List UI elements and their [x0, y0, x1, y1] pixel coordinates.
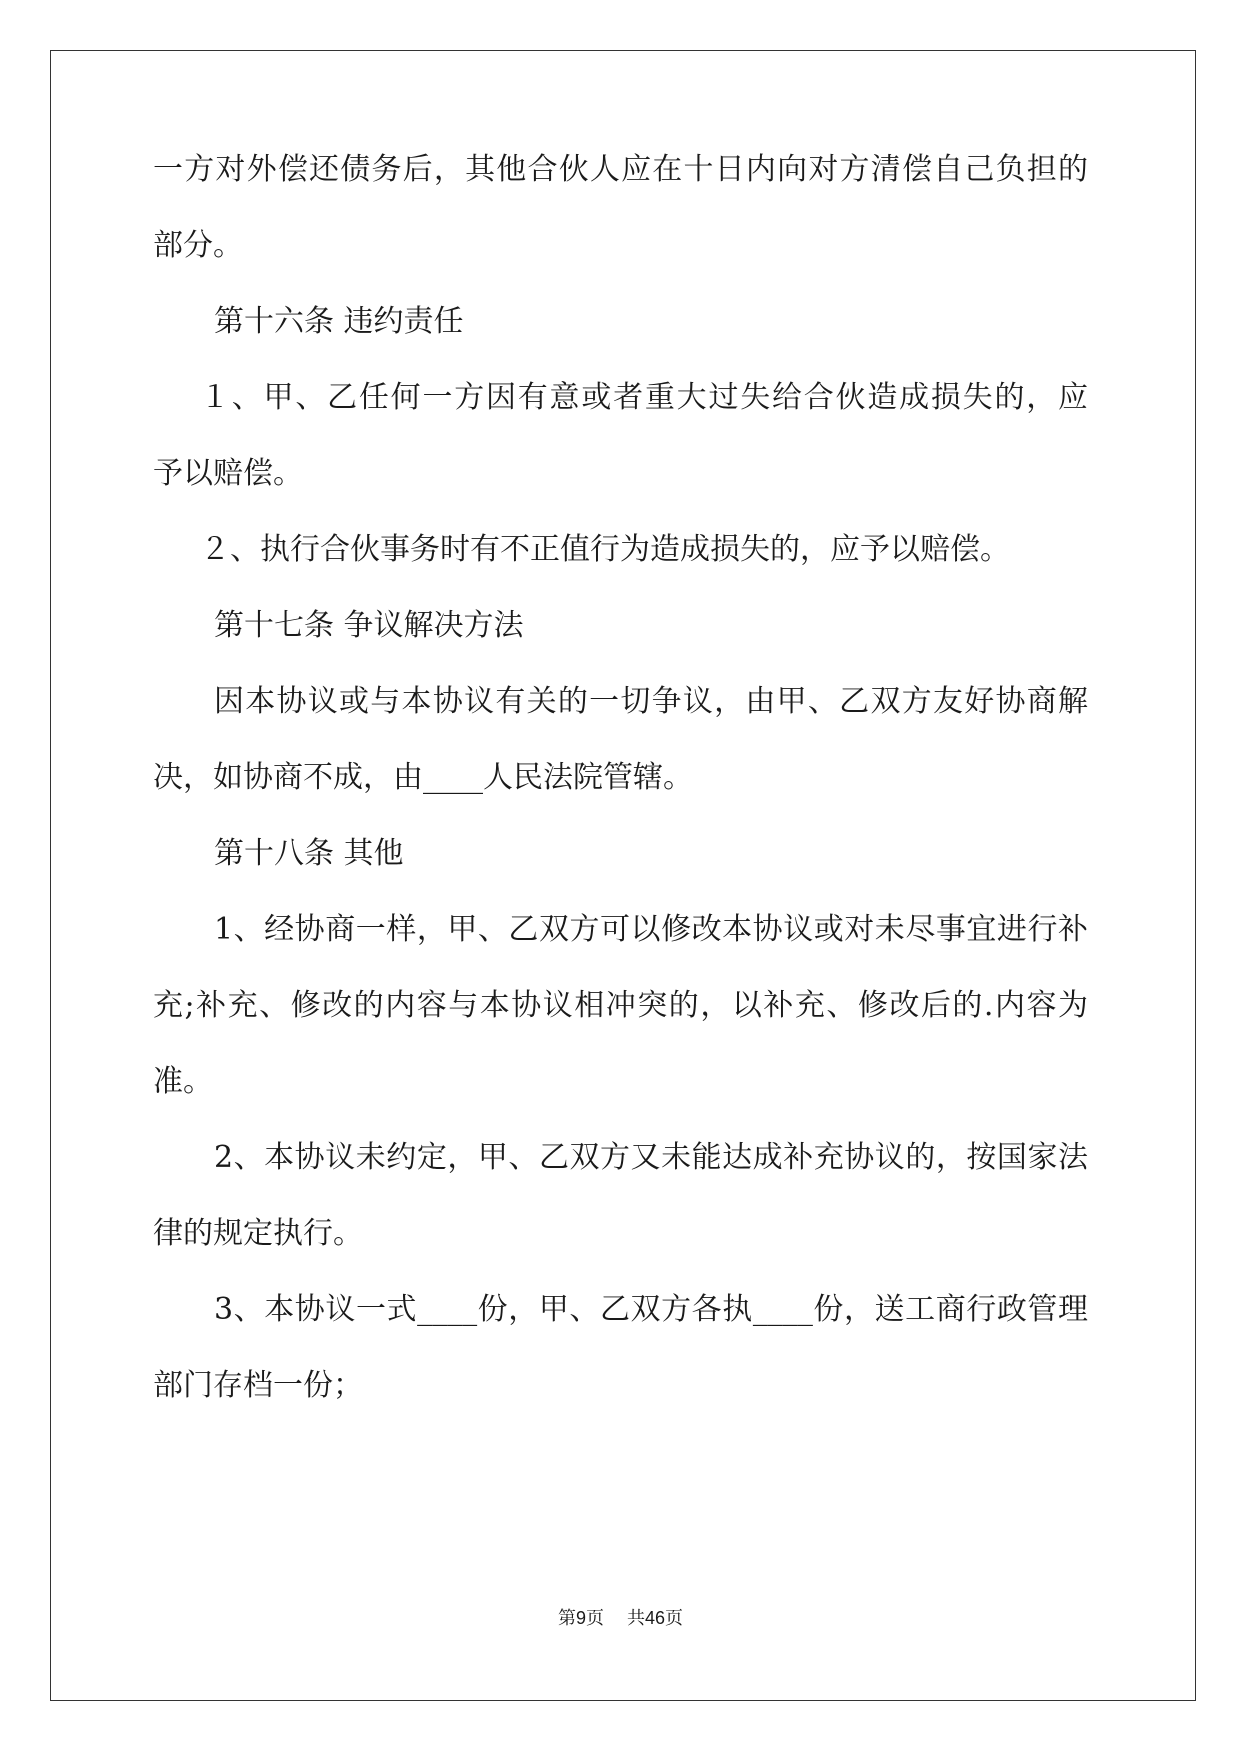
- page-border: [50, 50, 1196, 1701]
- footer-total-pages: 46: [644, 1608, 665, 1628]
- footer-page-prefix: 第: [558, 1608, 577, 1629]
- body-line: 3、本协议一式____份，甲、乙双方各执____份，送工商行政管理: [214, 1292, 1088, 1327]
- article-heading-17: 第十七条 争议解决方法: [214, 608, 524, 643]
- body-line: １、甲、乙任何一方因有意或者重大过失给合伙造成损失的，应: [200, 380, 1088, 415]
- article-heading-16: 第十六条 违约责任: [214, 304, 464, 339]
- body-line: ２、执行合伙事务时有不正值行为造成损失的，应予以赔偿。: [200, 532, 1010, 567]
- body-line: 决，如协商不成，由____人民法院管辖。: [153, 760, 693, 795]
- body-line: 予以赔偿。: [153, 456, 303, 491]
- footer-page-suffix: 页: [586, 1608, 605, 1629]
- body-line: 因本协议或与本协议有关的一切争议，由甲、乙双方友好协商解: [214, 684, 1088, 719]
- footer-page-number: 9: [576, 1608, 587, 1628]
- body-line: 1、经协商一样，甲、乙双方可以修改本协议或对未尽事宜进行补: [214, 912, 1088, 947]
- footer-total-suffix: 页: [664, 1608, 683, 1629]
- body-line: 一方对外偿还债务后，其他合伙人应在十日内向对方清偿自己负担的: [153, 152, 1088, 187]
- footer-total-prefix: 共: [626, 1608, 645, 1629]
- body-line: 准。: [153, 1064, 213, 1099]
- body-line: 2、本协议未约定，甲、乙双方又未能达成补充协议的，按国家法: [214, 1140, 1088, 1175]
- body-line: 充;补充、修改的内容与本协议相冲突的，以补充、修改后的.内容为: [153, 988, 1088, 1023]
- body-line: 律的规定执行。: [153, 1216, 363, 1251]
- body-line: 部分。: [153, 228, 243, 263]
- body-line: 部门存档一份；: [153, 1368, 363, 1403]
- article-heading-18: 第十八条 其他: [214, 836, 404, 871]
- page-footer: [0, 1606, 1241, 1631]
